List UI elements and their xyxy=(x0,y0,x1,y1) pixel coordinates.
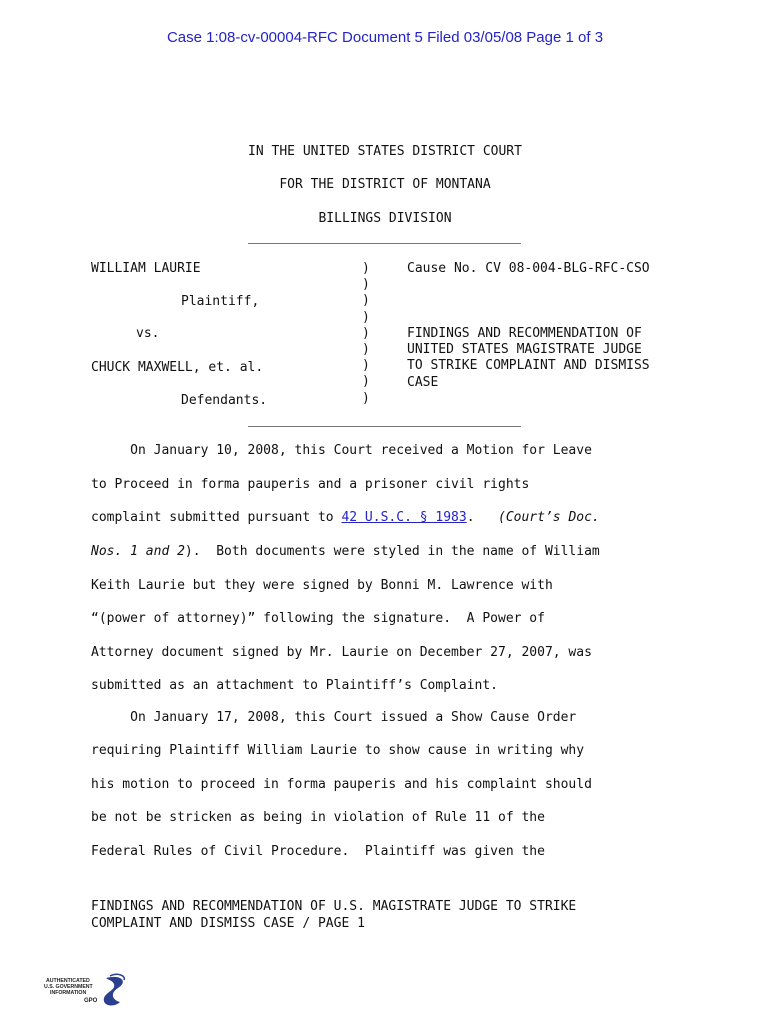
page-footer: FINDINGS AND RECOMMENDATION OF U.S. MAGISTRATE JUDGE TO STRIKE COMPLAINT AND DISMISS CASE / PAGE 1 xyxy=(91,899,577,931)
case-number: Cause No. CV 08-004-BLG-RFC-CSO xyxy=(407,261,650,276)
plaintiff-name: WILLIAM LAURIE xyxy=(91,261,201,276)
plaintiff-role: Plaintiff, xyxy=(181,294,260,309)
versus-label: vs. xyxy=(136,326,160,341)
court-division: BILLINGS DIVISION xyxy=(318,211,452,226)
court-district: FOR THE DISTRICT OF MONTANA xyxy=(279,177,491,192)
defendant-role: Defendants. xyxy=(181,393,268,408)
svg-text:AUTHENTICATED: AUTHENTICATED xyxy=(46,978,90,984)
defendant-name: CHUCK MAXWELL, et. al. xyxy=(91,360,264,375)
document-title: FINDINGS AND RECOMMENDATION OF UNITED STATES MAGISTRATE JUDGE TO STRIKE COMPLAINT AND DISMISS CASE xyxy=(407,326,650,390)
court-name: IN THE UNITED STATES DISTRICT COURT xyxy=(248,144,522,159)
svg-text:U.S. GOVERNMENT: U.S. GOVERNMENT xyxy=(44,984,93,990)
gpo-authentication-seal-icon xyxy=(44,972,134,1012)
caption-bottom-rule xyxy=(248,426,521,427)
caption-divider: ) ) ) ) ) ) ) ) ) xyxy=(362,261,370,406)
filing-stamp: Case 1:08-cv-00004-RFC Document 5 Filed 03/05/08 Page 1 of 3 xyxy=(166,29,604,46)
svg-text:GPO: GPO xyxy=(84,998,98,1004)
statute-link[interactable]: 42 U.S.C. § 1983 xyxy=(341,510,467,525)
svg-text:INFORMATION: INFORMATION xyxy=(50,990,87,996)
caption-top-rule xyxy=(248,243,521,244)
